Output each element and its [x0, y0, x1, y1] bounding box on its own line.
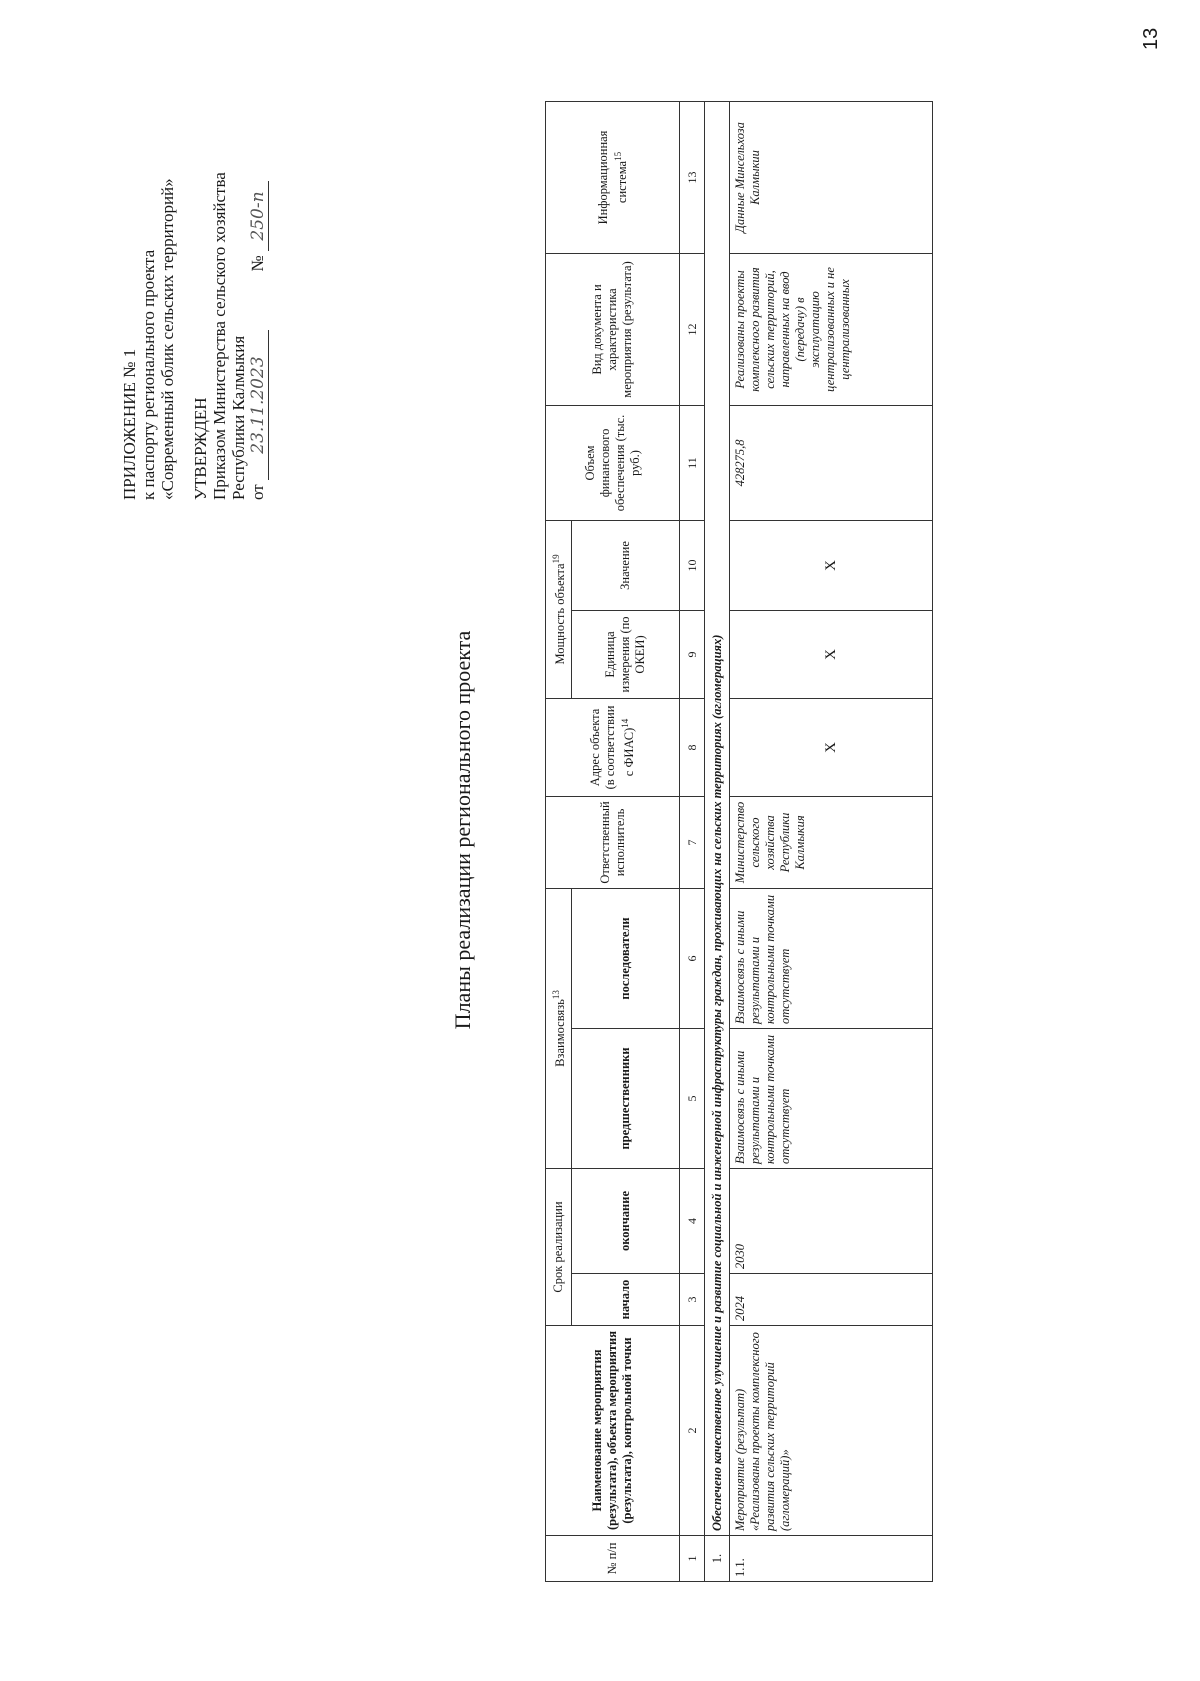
header-capacity-group: Мощность объекта$^{19}$: [546, 520, 572, 698]
table-row: [730, 101, 933, 1581]
column-number: 1: [680, 1536, 705, 1582]
row-number: 1.1.: [730, 1536, 933, 1582]
row-address: X: [730, 698, 933, 796]
header-start: начало: [572, 1274, 680, 1326]
row-responsible: Министерство сельского хозяйства Республики Калмыкия: [730, 796, 933, 888]
approved-line-2: Приказом Министерства сельского хозяйства: [210, 172, 229, 500]
column-number: 11: [680, 405, 705, 520]
header-finance: Объем финансового обеспечения (тыс. руб.): [546, 405, 680, 520]
row-value: X: [730, 520, 933, 610]
approved-title: УТВЕРЖДЕН: [191, 397, 210, 500]
header-relation-group: Взаимосвязь$^{13}$: [546, 888, 572, 1168]
row-successors: Взаимосвязь с иными результатами и контрольными точками отсутствует: [730, 888, 933, 1028]
date-number-row: [248, 40, 269, 500]
column-number: 13: [680, 101, 705, 253]
column-number: 9: [680, 610, 705, 698]
page-number: 13: [1140, 27, 1162, 50]
section-row: [705, 101, 730, 1581]
row-start: 2024: [730, 1274, 933, 1326]
column-number: 3: [680, 1274, 705, 1326]
number-prefix: №: [248, 255, 267, 272]
handwritten-date: 23.11.2023: [249, 330, 269, 480]
rotated-page-content: [0, 40, 1140, 1620]
header-number: № п/п: [546, 1536, 680, 1582]
column-number: 2: [680, 1326, 705, 1536]
row-info-system: Данные Минсельхоза Калмыкии: [730, 101, 933, 253]
document-title: Планы реализации регионального проекта: [450, 630, 475, 1030]
column-numbers-row: [680, 101, 705, 1581]
header-address: Адрес объекта (в соответствии с ФИАС)$^{14}$: [546, 698, 680, 796]
handwritten-number: 250-п: [249, 181, 269, 251]
row-finance: 428275,8: [730, 405, 933, 520]
header-responsible: Ответственный исполнитель: [546, 796, 680, 888]
header-predecessors: предшественники: [572, 1028, 680, 1168]
section-number: 1.: [705, 1536, 730, 1582]
approved-line-3: Республики Калмыкия: [229, 335, 248, 500]
header-doc-type: Вид документа и характеристика мероприятия (результата): [546, 253, 680, 405]
header-value: Значение: [572, 520, 680, 610]
section-title: Обеспечено качественное улучшение и развитие социальной и инженерной инфраструктуры граждан, проживающих на сельских территориях (агломерациях): [705, 101, 730, 1535]
header-name: Наименование мероприятия (результата), объекта мероприятия (результата), контрольной точки: [546, 1326, 680, 1536]
header-successors: последователи: [572, 888, 680, 1028]
header-period-group: Срок реализации: [546, 1168, 572, 1325]
row-unit: X: [730, 610, 933, 698]
approval-block: [120, 40, 269, 500]
column-number: 10: [680, 520, 705, 610]
column-number: 4: [680, 1168, 705, 1273]
row-predecessors: Взаимосвязь с иными результатами и контрольными точками отсутствует: [730, 1028, 933, 1168]
header-info-system: Информационная система$^{15}$: [546, 101, 680, 253]
header-unit: Единица измерения (по ОКЕИ): [572, 610, 680, 698]
column-number: 6: [680, 888, 705, 1028]
implementation-plan-table: [545, 101, 933, 1582]
column-number: 8: [680, 698, 705, 796]
column-number: 12: [680, 253, 705, 405]
annex-title: ПРИЛОЖЕНИЕ № 1: [120, 348, 139, 500]
annex-line-3: «Современный облик сельских территорий»: [158, 178, 177, 500]
column-number: 7: [680, 796, 705, 888]
date-prefix: от: [248, 484, 267, 500]
header-end: окончание: [572, 1168, 680, 1273]
annex-line-2: к паспорту регионального проекта: [139, 249, 158, 500]
row-doc-type: Реализованы проекты комплексного развития сельских территорий, направленных на ввод (передачу) в эксплуатацию централизованных и не централизованных: [730, 253, 933, 405]
column-number: 5: [680, 1028, 705, 1168]
row-name: Мероприятие (результат) «Реализованы проекты комплексного развития сельских территорий (агломераций)»: [730, 1326, 933, 1536]
row-end: 2030: [730, 1168, 933, 1273]
